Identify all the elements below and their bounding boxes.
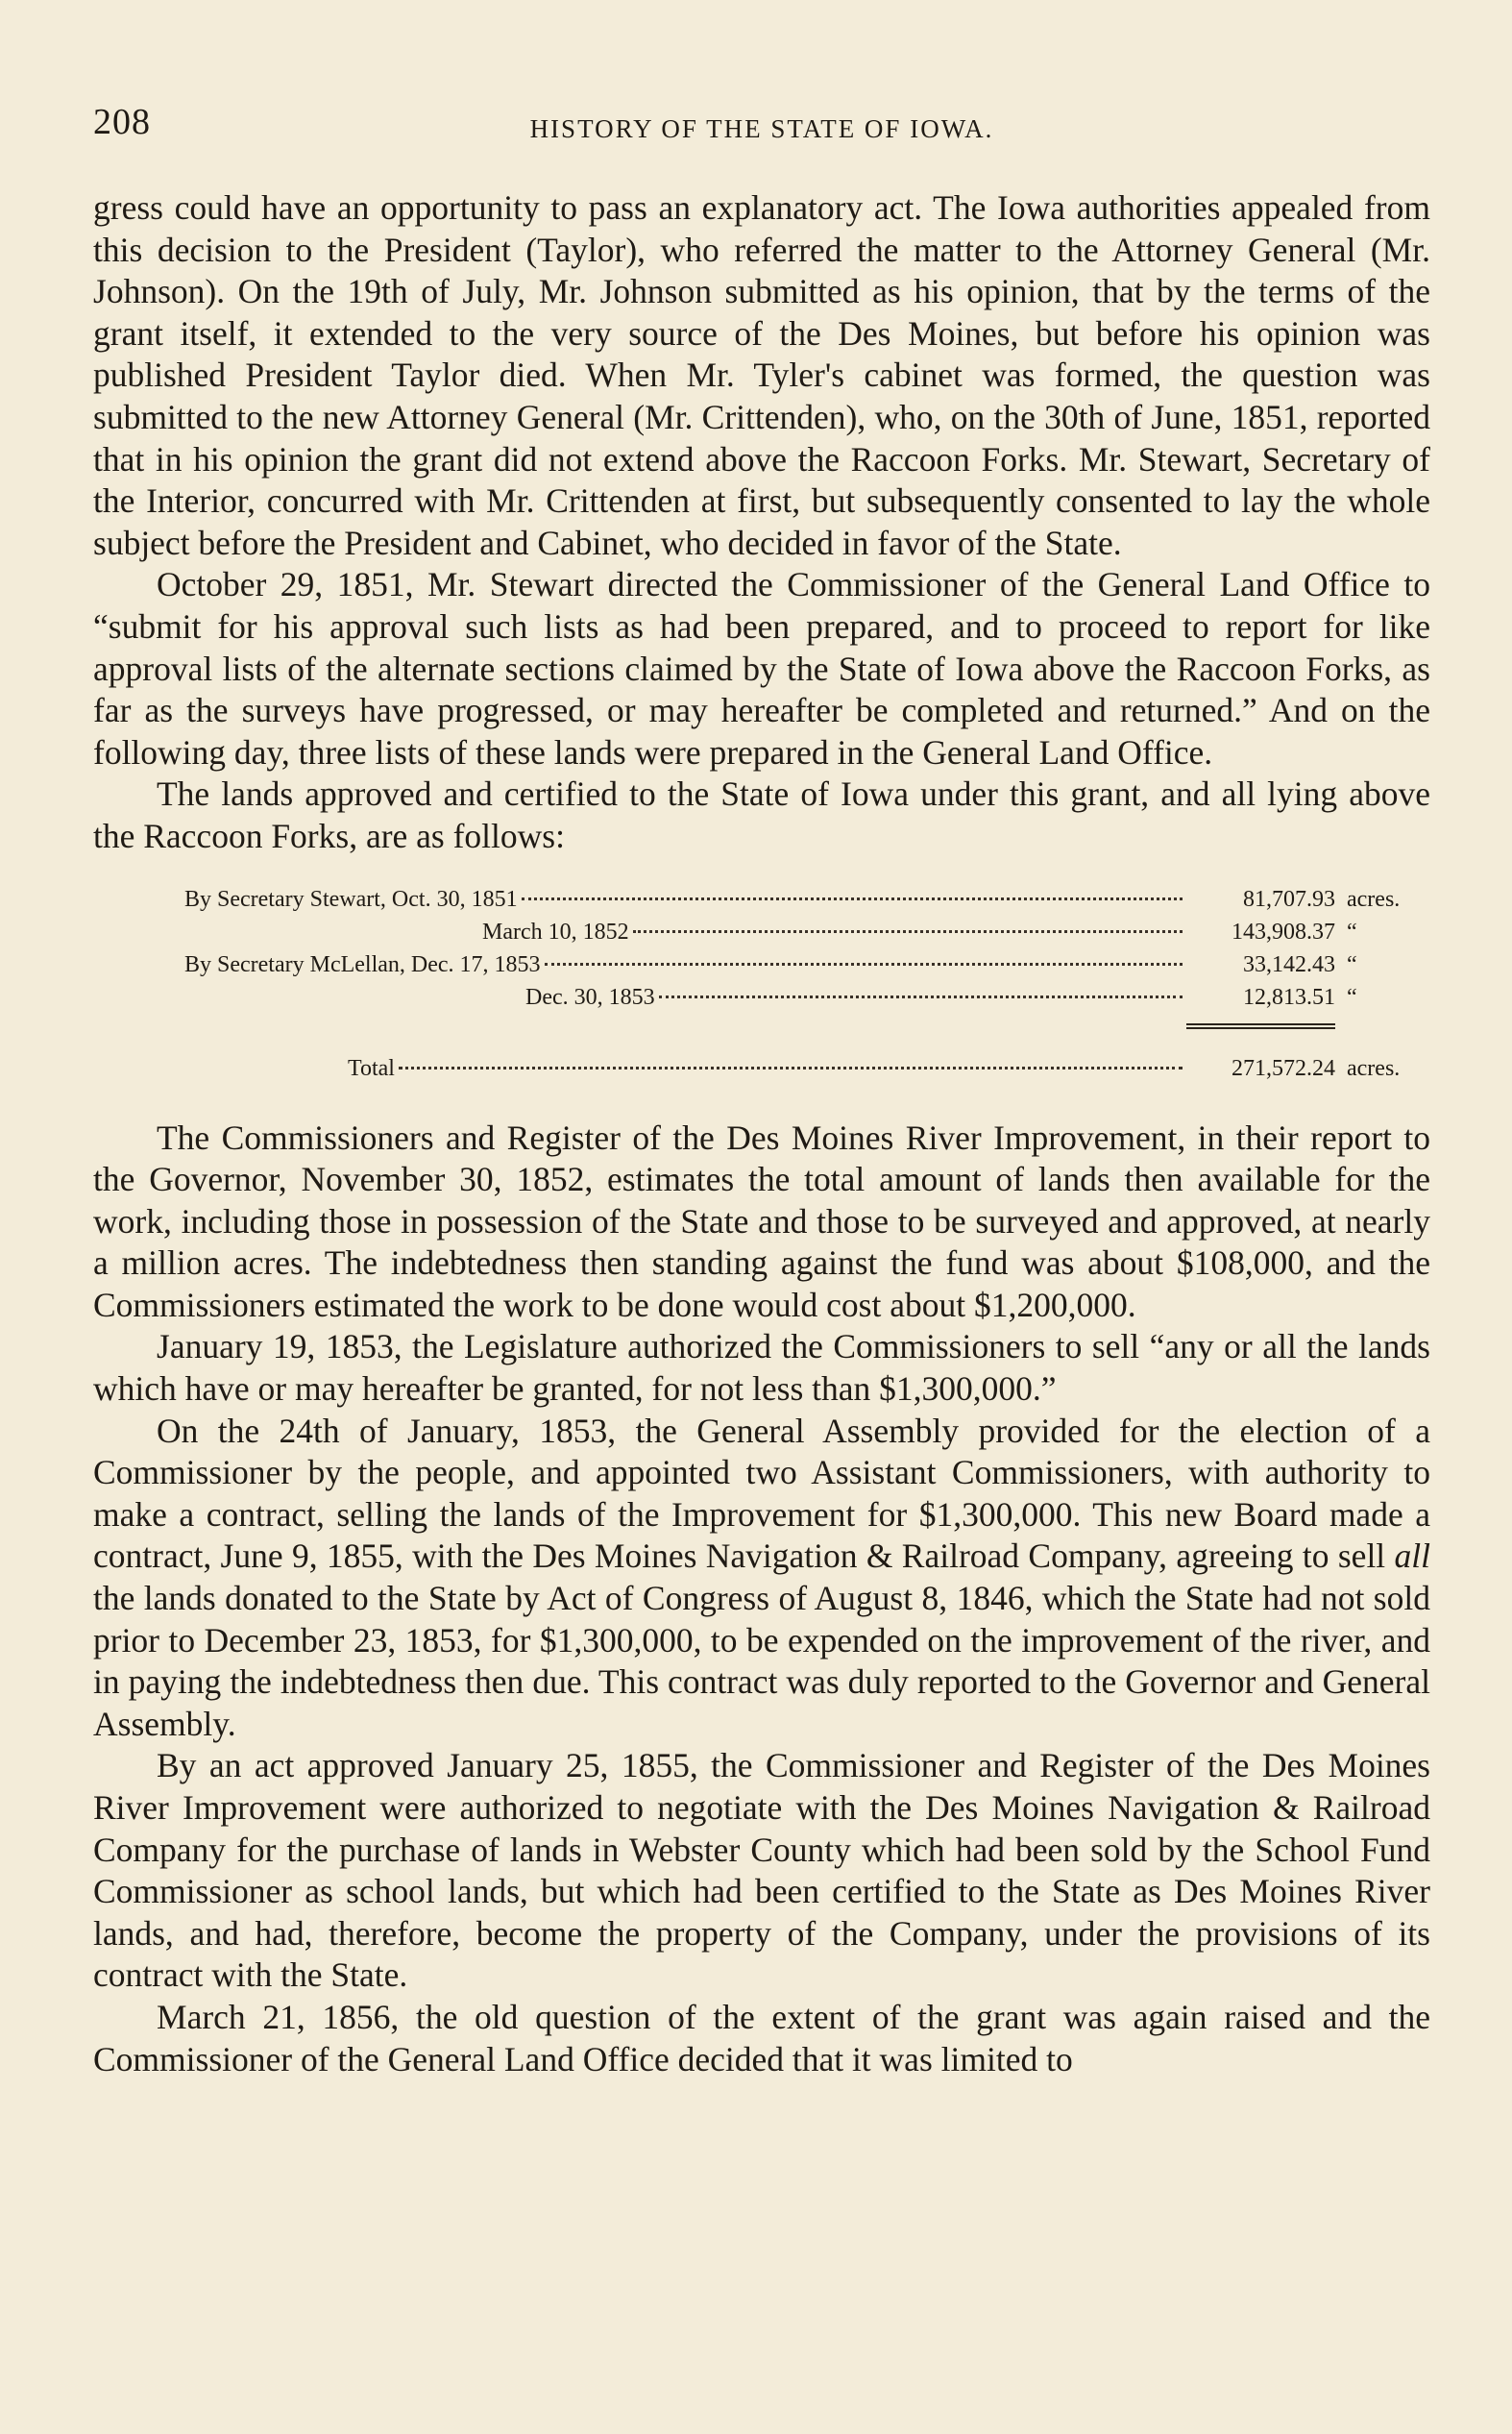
- ledger-total-row: [184, 1052, 1433, 1085]
- paragraph-6-text-cont: the lands donated to the State by Act of Congress of August 8, 1846, which the State had not sold prior to December 23, 1853, for $1,300,000, to be expended on the improvement of the river, and in paying the indebtedness then due. This contract was duly reported to the Governor and General Assembly.: [93, 1579, 1430, 1743]
- paragraph-6: [93, 1411, 1430, 1746]
- ledger-row: [184, 948, 1433, 981]
- sum-rule: [1186, 1023, 1335, 1029]
- ledger-row: [184, 916, 1433, 948]
- sum-rule-row: [184, 1014, 1433, 1039]
- ledger-row-unit: “: [1347, 984, 1357, 1010]
- paragraph-7: By an act approved January 25, 1855, the Commissioner and Register of the Des Moines River Improvement were authorized to negotiate with the Des Moines Navigation & Railroad Company for the purchase of lands in Webster County which had been sold by the School Fund Commissioner as school lands, but which had been certified to the State as Des Moines River lands, and had, therefore, become the property of the Company, under the provisions of its contract with the State.: [93, 1746, 1430, 1995]
- ledger-row-unit: “: [1347, 919, 1357, 945]
- body-text: [93, 187, 1430, 2080]
- dot-leader: [633, 930, 1183, 933]
- ledger-row: [184, 981, 1433, 1014]
- ledger-total-unit: acres.: [1347, 1055, 1401, 1081]
- page-number: 208: [93, 102, 151, 142]
- emphasis-all: all: [1394, 1537, 1430, 1576]
- ledger-row-value: 143,908.37: [1232, 919, 1335, 945]
- paragraph-2: October 29, 1851, Mr. Stewart directed the Commissioner of the General Land Office to “submit for his approval such lists as had been prepared, and to proceed to report for like approval lists of the alternate sections claimed by the State of Iowa above the Raccoon Forks, as far as the surveys have progressed, or may hereafter be completed and returned.” And on the following day, three lists of these lands were prepared in the General Land Office.: [93, 565, 1430, 772]
- paragraph-4: The Commissioners and Register of the Des Moines River Improvement, in their report to the Governor, November 30, 1852, estimates the total amount of lands then available for the work, including those in possession of the State and those to be surveyed and approved, at nearly a million acres. The indebtedness then standing against the fund was about $108,000, and the Commissioners estimated the work to be done would cost about $1,200,000.: [93, 1118, 1430, 1324]
- ledger-row-value: 81,707.93: [1243, 886, 1335, 912]
- ledger-row: [184, 883, 1433, 916]
- dot-leader: [399, 1067, 1183, 1069]
- paragraph-1: gress could have an opportunity to pass an explanatory act. The Iowa authorities appealed from this decision to the President (Taylor), who referred the matter to the Attorney General (Mr. Johnson). On the 19th of July, Mr. Johnson submitted as his opinion, that by the terms of the grant itself, it extended to the very source of the Des Moines, but before his opinion was published President Taylor died. When Mr. Tyler's cabinet was formed, the question was submitted to the new Attorney General (Mr. Crittenden), who, on the 30th of June, 1851, reported that in his opinion the grant did not extend above the Raccoon Forks. Mr. Stewart, Secretary of the Interior, concurred with Mr. Crittenden at first, but subsequently consented to lay the whole subject before the President and Cabinet, who decided in favor of the State.: [93, 188, 1430, 562]
- ledger-row-label: Dec. 30, 1853: [525, 984, 655, 1010]
- ledger-row-unit: acres.: [1347, 886, 1401, 912]
- dot-leader: [659, 996, 1183, 998]
- ledger-row-value: 33,142.43: [1243, 951, 1335, 977]
- paragraph-6-text: On the 24th of January, 1853, the General Assembly provided for the election of a Commissioner by the people, and appointed two Assistant Commissioners, with authority to make a contract, selling the lands of the Improvement for $1,300,000. This new Board made a contract, June 9, 1855, with the Des Moines Navigation & Railroad Company, agreeing to sell: [93, 1411, 1430, 1576]
- ledger-total-label: Total: [348, 1055, 395, 1081]
- document-page: [93, 101, 1430, 2080]
- ledger-row-label: March 10, 1852: [482, 919, 629, 945]
- dot-leader: [522, 897, 1183, 900]
- ledger-row-value: 12,813.51: [1243, 984, 1335, 1010]
- paragraph-5: January 19, 1853, the Legislature authorized the Commissioners to sell “any or all the lands which have or may hereafter be granted, for not less than $1,300,000.”: [93, 1327, 1430, 1409]
- land-certification-table: [184, 883, 1433, 1085]
- dot-leader: [545, 963, 1183, 966]
- paragraph-3: The lands approved and certified to the State of Iowa under this grant, and all lying above the Raccoon Forks, are as follows:: [93, 774, 1430, 855]
- page-header: [93, 101, 1430, 159]
- running-title: HISTORY OF THE STATE OF IOWA.: [529, 114, 994, 143]
- ledger-row-label: By Secretary McLellan, Dec. 17, 1853: [184, 951, 541, 977]
- ledger-row-unit: “: [1347, 951, 1357, 977]
- ledger-total-value: 271,572.24: [1232, 1055, 1335, 1081]
- ledger-row-label: By Secretary Stewart, Oct. 30, 1851: [184, 886, 518, 912]
- paragraph-8: March 21, 1856, the old question of the extent of the grant was again raised and the Commissioner of the General Land Office decided that it was limited to: [93, 1997, 1430, 2078]
